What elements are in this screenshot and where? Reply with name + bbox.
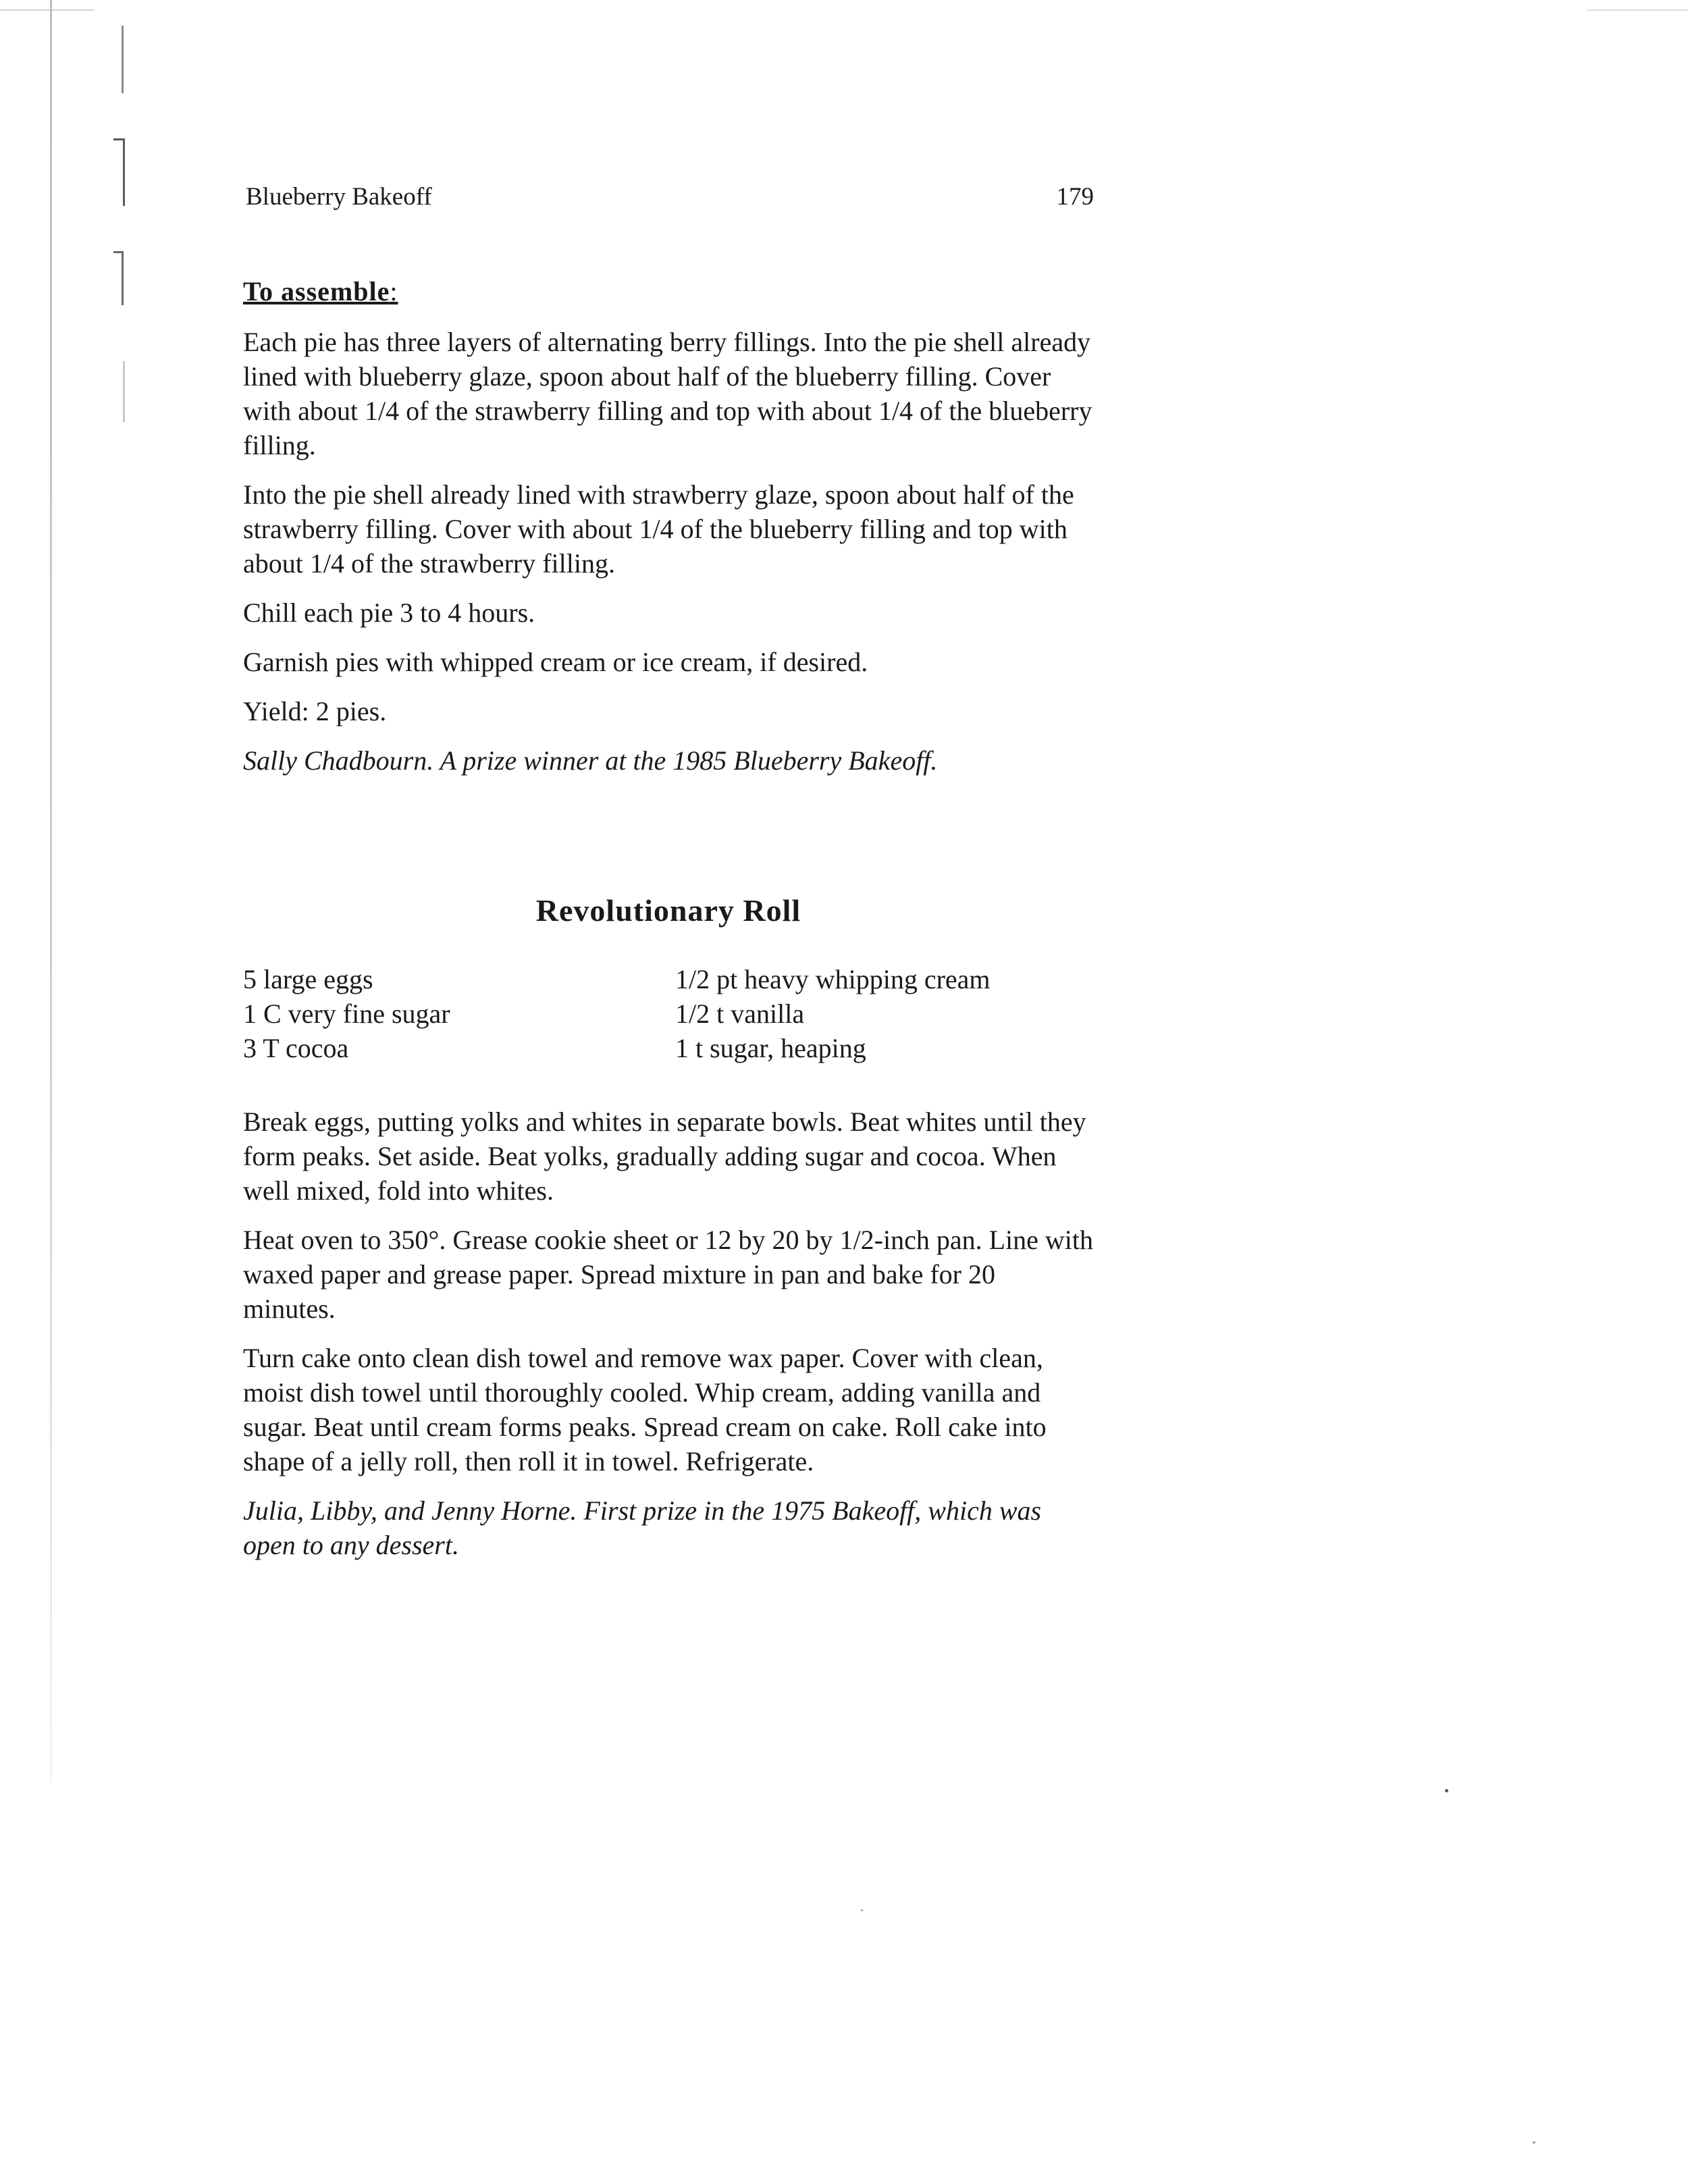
scan-edge-top-left (0, 9, 95, 11)
instruction-paragraph: Turn cake onto clean dish towel and remove wax paper. Cover with clean, moist dish towel until thoroughly cooled. Whip cream, adding vanilla and sugar. Beat until cream forms peaks. Spread cream on cake. Roll cake into shape of a jelly roll, then roll it in towel. Refrigerate. (243, 1343, 1047, 1476)
binder-mark (122, 251, 124, 305)
running-header (243, 182, 1094, 223)
ingredient-item: 1/2 pt heavy whipping cream (675, 964, 991, 994)
recipe-instructions (243, 1104, 1094, 1562)
instruction-paragraph: Heat oven to 350°. Grease cookie sheet or 12 by 20 by 1/2-inch pan. Line with waxed paper and grease paper. Spread mixture in pan and bake for 20 minutes. (243, 1225, 1094, 1324)
ingredient-item: 5 large eggs (243, 964, 373, 994)
binder-mark (123, 138, 125, 206)
section-heading-colon: : (390, 276, 398, 307)
assemble-paragraph: Into the pie shell already lined with strawberry glaze, spoon about half of the strawberry filling. Cover with about 1/4 of the blueberry filling and top with about 1/4 of the strawberry filling. (243, 479, 1074, 579)
assemble-paragraph: Chill each pie 3 to 4 hours. (243, 597, 535, 628)
ingredient-item: 1 t sugar, heaping (675, 1033, 866, 1063)
ingredient-column-right (675, 962, 1094, 1065)
binder-mark (122, 26, 124, 93)
scan-speck (861, 1909, 863, 1911)
assemble-paragraph: Garnish pies with whipped cream or ice cream, if desired. (243, 647, 868, 677)
assemble-paragraph: Each pie has three layers of alternating berry fillings. Into the pie shell already lined with blueberry glaze, spoon about half of the blueberry filling. Cover with about 1/4 of the strawberry filling and top with about 1/4 of the blueberry filling. (243, 327, 1092, 460)
assemble-credit: Sally Chadbourn. A prize winner at the 1985 Blueberry Bakeoff. (243, 745, 938, 776)
recipe-title: Revolutionary Roll (535, 893, 801, 928)
section-heading-text: To assemble (243, 276, 390, 307)
running-title: Blueberry Bakeoff (246, 183, 432, 211)
ingredient-item: 3 T cocoa (243, 1033, 349, 1063)
scan-edge-top-right (1587, 9, 1688, 11)
ingredient-column-left (243, 962, 675, 1065)
binder-mark (123, 361, 125, 422)
scan-speck (1445, 1789, 1448, 1792)
section-heading (243, 275, 1094, 307)
recipe-credit: Julia, Libby, and Jenny Horne. First prize in the 1975 Bakeoff, which was open to any dessert. (243, 1495, 1042, 1560)
ingredient-item: 1/2 t vanilla (675, 998, 805, 1029)
scan-speck (1533, 2141, 1535, 2143)
ingredient-list (243, 962, 1094, 1065)
page-number: 179 (1056, 183, 1094, 211)
ingredient-item: 1 C very fine sugar (243, 998, 450, 1029)
scan-margin-line (50, 0, 52, 1782)
instruction-paragraph: Break eggs, putting yolks and whites in separate bowls. Beat whites until they form peaks. Set aside. Beat yolks, gradually adding sugar and cocoa. When well mixed, fold into whites. (243, 1107, 1086, 1206)
assemble-paragraph: Yield: 2 pies. (243, 696, 387, 726)
document-page (243, 182, 1094, 1562)
